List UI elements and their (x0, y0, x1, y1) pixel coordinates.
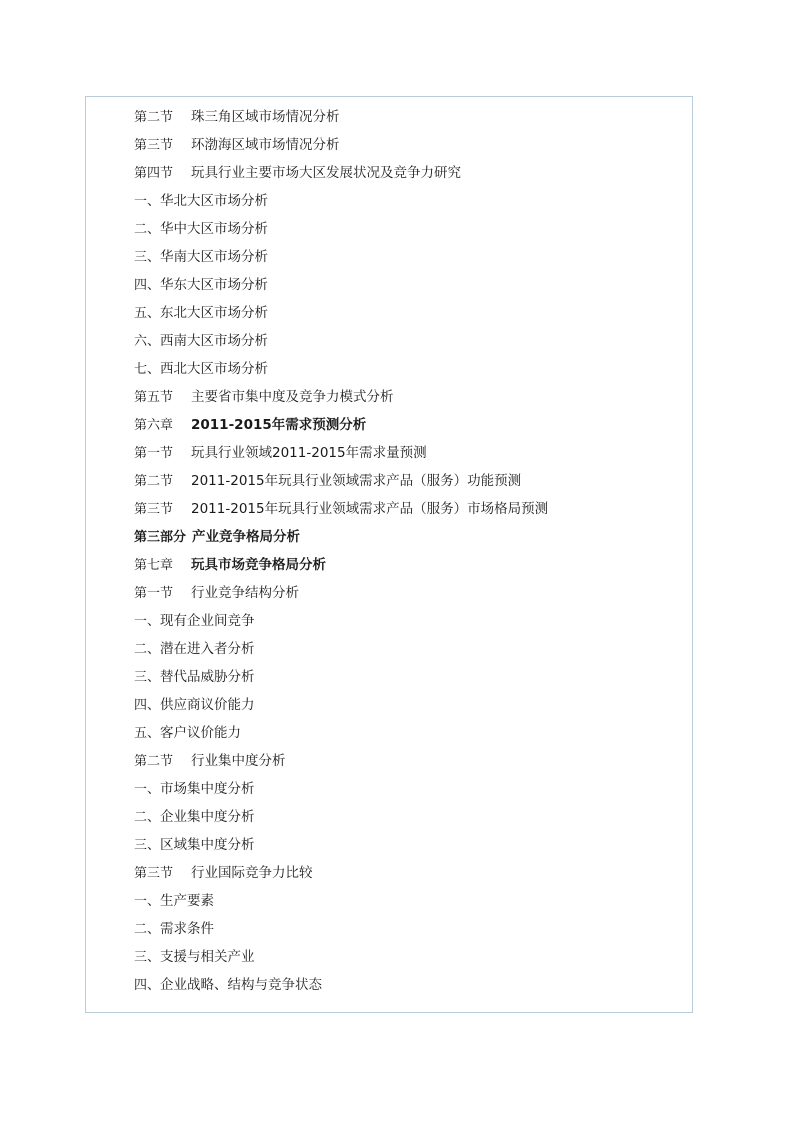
toc-section (134, 131, 548, 159)
toc-item (134, 187, 548, 215)
toc-number: 第四节 (134, 166, 174, 181)
toc-item (134, 831, 548, 859)
toc-number: 一、 (134, 894, 161, 909)
toc-chapter (134, 411, 548, 439)
toc-part (134, 523, 548, 551)
toc-title: 市场集中度分析 (160, 781, 255, 797)
toc-title: 华南大区市场分析 (160, 249, 269, 265)
toc-number: 第三部分 (134, 530, 187, 545)
toc-number: 第二节 (134, 754, 174, 769)
toc-number: 三、 (134, 838, 161, 853)
toc-section (134, 383, 548, 411)
toc-title: 企业集中度分析 (160, 809, 255, 825)
toc-number: 三、 (134, 670, 161, 685)
toc-title: 华东大区市场分析 (160, 277, 269, 293)
toc-item (134, 299, 548, 327)
toc-number: 五、 (134, 306, 161, 321)
toc-title: 供应商议价能力 (160, 697, 255, 713)
toc-number: 第三节 (134, 866, 174, 881)
toc-title: 西南大区市场分析 (160, 333, 269, 349)
toc-item (134, 607, 548, 635)
toc-title: 2011-2015年玩具行业领域需求产品（服务）功能预测 (191, 473, 522, 489)
toc-title: 生产要素 (160, 893, 215, 909)
toc-number: 二、 (134, 922, 161, 937)
toc-title: 环渤海区域市场情况分析 (191, 137, 340, 153)
toc-number: 四、 (134, 978, 161, 993)
toc-item (134, 719, 548, 747)
toc-title: 西北大区市场分析 (160, 361, 269, 377)
toc-section (134, 495, 548, 523)
toc-number: 三、 (134, 950, 161, 965)
toc-title: 珠三角区域市场情况分析 (191, 109, 340, 125)
toc-number: 五、 (134, 726, 161, 741)
toc-title: 行业集中度分析 (191, 753, 286, 769)
toc-title: 行业竞争结构分析 (191, 585, 299, 601)
toc-title: 潜在进入者分析 (160, 641, 255, 657)
toc-number: 一、 (134, 782, 161, 797)
toc-item (134, 635, 548, 663)
toc-item (134, 271, 548, 299)
toc-item (134, 691, 548, 719)
toc-title: 区域集中度分析 (160, 837, 255, 853)
toc-number: 第六章 (134, 418, 174, 433)
toc-title: 东北大区市场分析 (160, 305, 269, 321)
toc-title: 支援与相关产业 (160, 949, 255, 965)
toc-chapter (134, 551, 548, 579)
toc-title: 华北大区市场分析 (160, 193, 269, 209)
toc-item (134, 215, 548, 243)
toc-number: 一、 (134, 194, 161, 209)
toc-title: 2011-2015年需求预测分析 (191, 417, 367, 433)
toc-item (134, 803, 548, 831)
toc-number: 六、 (134, 334, 161, 349)
toc-number: 七、 (134, 362, 161, 377)
toc-title: 客户议价能力 (160, 725, 242, 741)
toc-number: 第三节 (134, 138, 174, 153)
toc-item (134, 971, 548, 999)
toc-section (134, 579, 548, 607)
toc-number: 四、 (134, 698, 161, 713)
toc-title: 替代品威胁分析 (160, 669, 255, 685)
toc-item (134, 887, 548, 915)
toc-number: 第二节 (134, 110, 174, 125)
toc-item (134, 663, 548, 691)
toc-item (134, 355, 548, 383)
toc-number: 二、 (134, 642, 161, 657)
toc-item (134, 327, 548, 355)
toc-item (134, 943, 548, 971)
toc-title: 华中大区市场分析 (160, 221, 269, 237)
toc-number: 四、 (134, 278, 161, 293)
toc-number: 第七章 (134, 558, 174, 573)
toc-number: 第五节 (134, 390, 174, 405)
toc-item (134, 775, 548, 803)
toc-section (134, 159, 548, 187)
table-of-contents (134, 103, 548, 999)
toc-title: 2011-2015年玩具行业领域需求产品（服务）市场格局预测 (191, 501, 549, 517)
toc-item (134, 243, 548, 271)
toc-title: 产业竞争格局分析 (192, 529, 301, 545)
toc-section (134, 467, 548, 495)
toc-title: 行业国际竞争力比较 (191, 865, 313, 881)
toc-section (134, 747, 548, 775)
toc-title: 现有企业间竞争 (160, 613, 255, 629)
toc-number: 第一节 (134, 586, 174, 601)
toc-item (134, 915, 548, 943)
toc-number: 二、 (134, 810, 161, 825)
toc-number: 一、 (134, 614, 161, 629)
toc-section (134, 439, 548, 467)
toc-title: 玩具市场竞争格局分析 (191, 557, 326, 573)
toc-title: 需求条件 (160, 921, 215, 937)
toc-section (134, 859, 548, 887)
toc-title: 玩具行业主要市场大区发展状况及竞争力研究 (191, 165, 461, 181)
toc-number: 第一节 (134, 446, 174, 461)
toc-title: 企业战略、结构与竞争状态 (160, 977, 323, 993)
toc-number: 第三节 (134, 502, 174, 517)
toc-number: 第二节 (134, 474, 174, 489)
toc-section (134, 103, 548, 131)
toc-number: 三、 (134, 250, 161, 265)
toc-title: 玩具行业领域2011-2015年需求量预测 (191, 445, 427, 461)
toc-title: 主要省市集中度及竞争力模式分析 (191, 389, 394, 405)
toc-number: 二、 (134, 222, 161, 237)
